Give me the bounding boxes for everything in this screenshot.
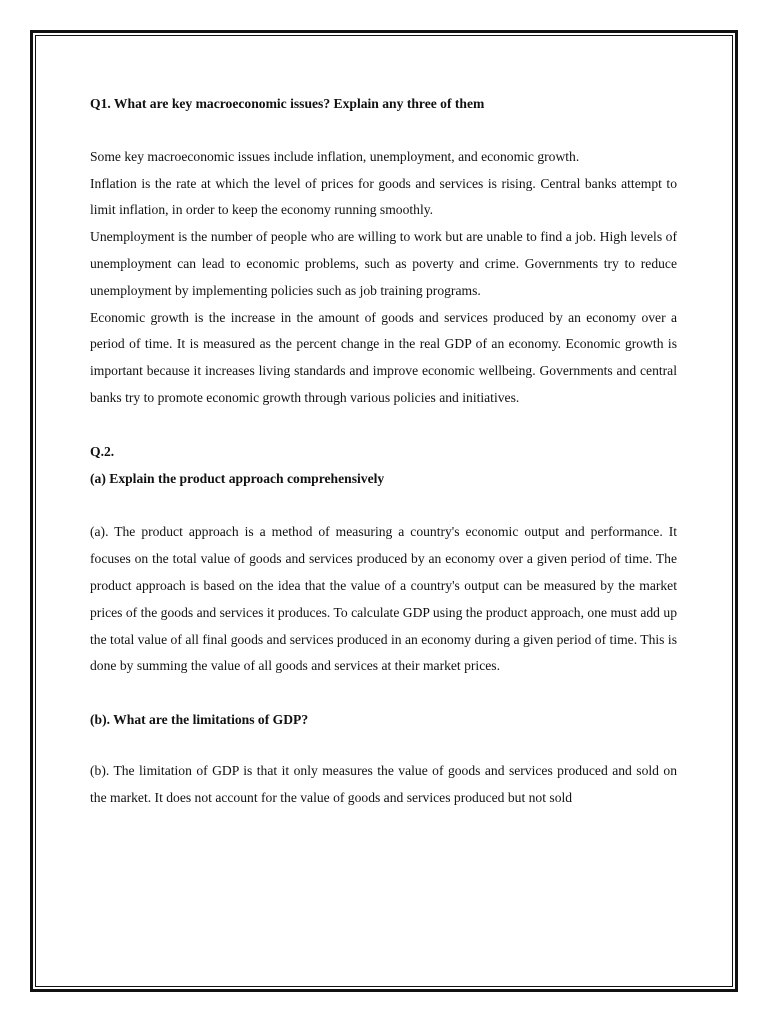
q2-label: Q.2. xyxy=(90,443,115,459)
q1-inflation-paragraph: Inflation is the rate at which the level of prices for goods and services is rising. Central banks attempt to limit inflation, in order to keep the economy running smoothly. xyxy=(90,175,677,218)
q2a-answer-paragraph: (a). The product approach is a method of measuring a country's economic output and performance. It focuses on the total value of goods and services produced by an economy over a given period of time. The product approach is based on the idea that the value of a country's output can be measured by the market prices of the goods and services it produces. To calculate GDP using the product approach, one must add up the total value of all final goods and services produced in an economy during a given period of time. This is done by summing the value of all goods and services at their market prices. xyxy=(90,524,677,674)
q2b-heading: (b). What are the limitations of GDP? xyxy=(90,712,309,728)
q1-heading: Q1. What are key macroeconomic issues? Explain any three of them xyxy=(90,96,485,111)
q1-unemployment-paragraph: Unemployment is the number of people who are willing to work but are unable to find a job. High levels of unemployment can lead to economic problems, such as poverty and crime. Governments try to reduce unemployment by implementing policies such as job training programs. xyxy=(90,229,677,298)
q1-growth-paragraph: Economic growth is the increase in the amount of goods and services produced by an economy over a period of time. It is measured as the percent change in the real GDP of an economy. Economic growth is important because it increases living standards and improve economic wellbeing. Governments and central banks try to promote economic growth through various policies and initiatives. xyxy=(90,309,677,405)
q1-intro-paragraph: Some key macroeconomic issues include inflation, unemployment, and economic growth. xyxy=(90,148,580,164)
document-body xyxy=(90,91,677,812)
q2b-answer-paragraph: (b). The limitation of GDP is that it only measures the value of goods and services produced and sold on the market. It does not account for the value of goods and services produced but not sold xyxy=(90,762,677,805)
q2a-heading: (a) Explain the product approach comprehensively xyxy=(90,470,385,486)
